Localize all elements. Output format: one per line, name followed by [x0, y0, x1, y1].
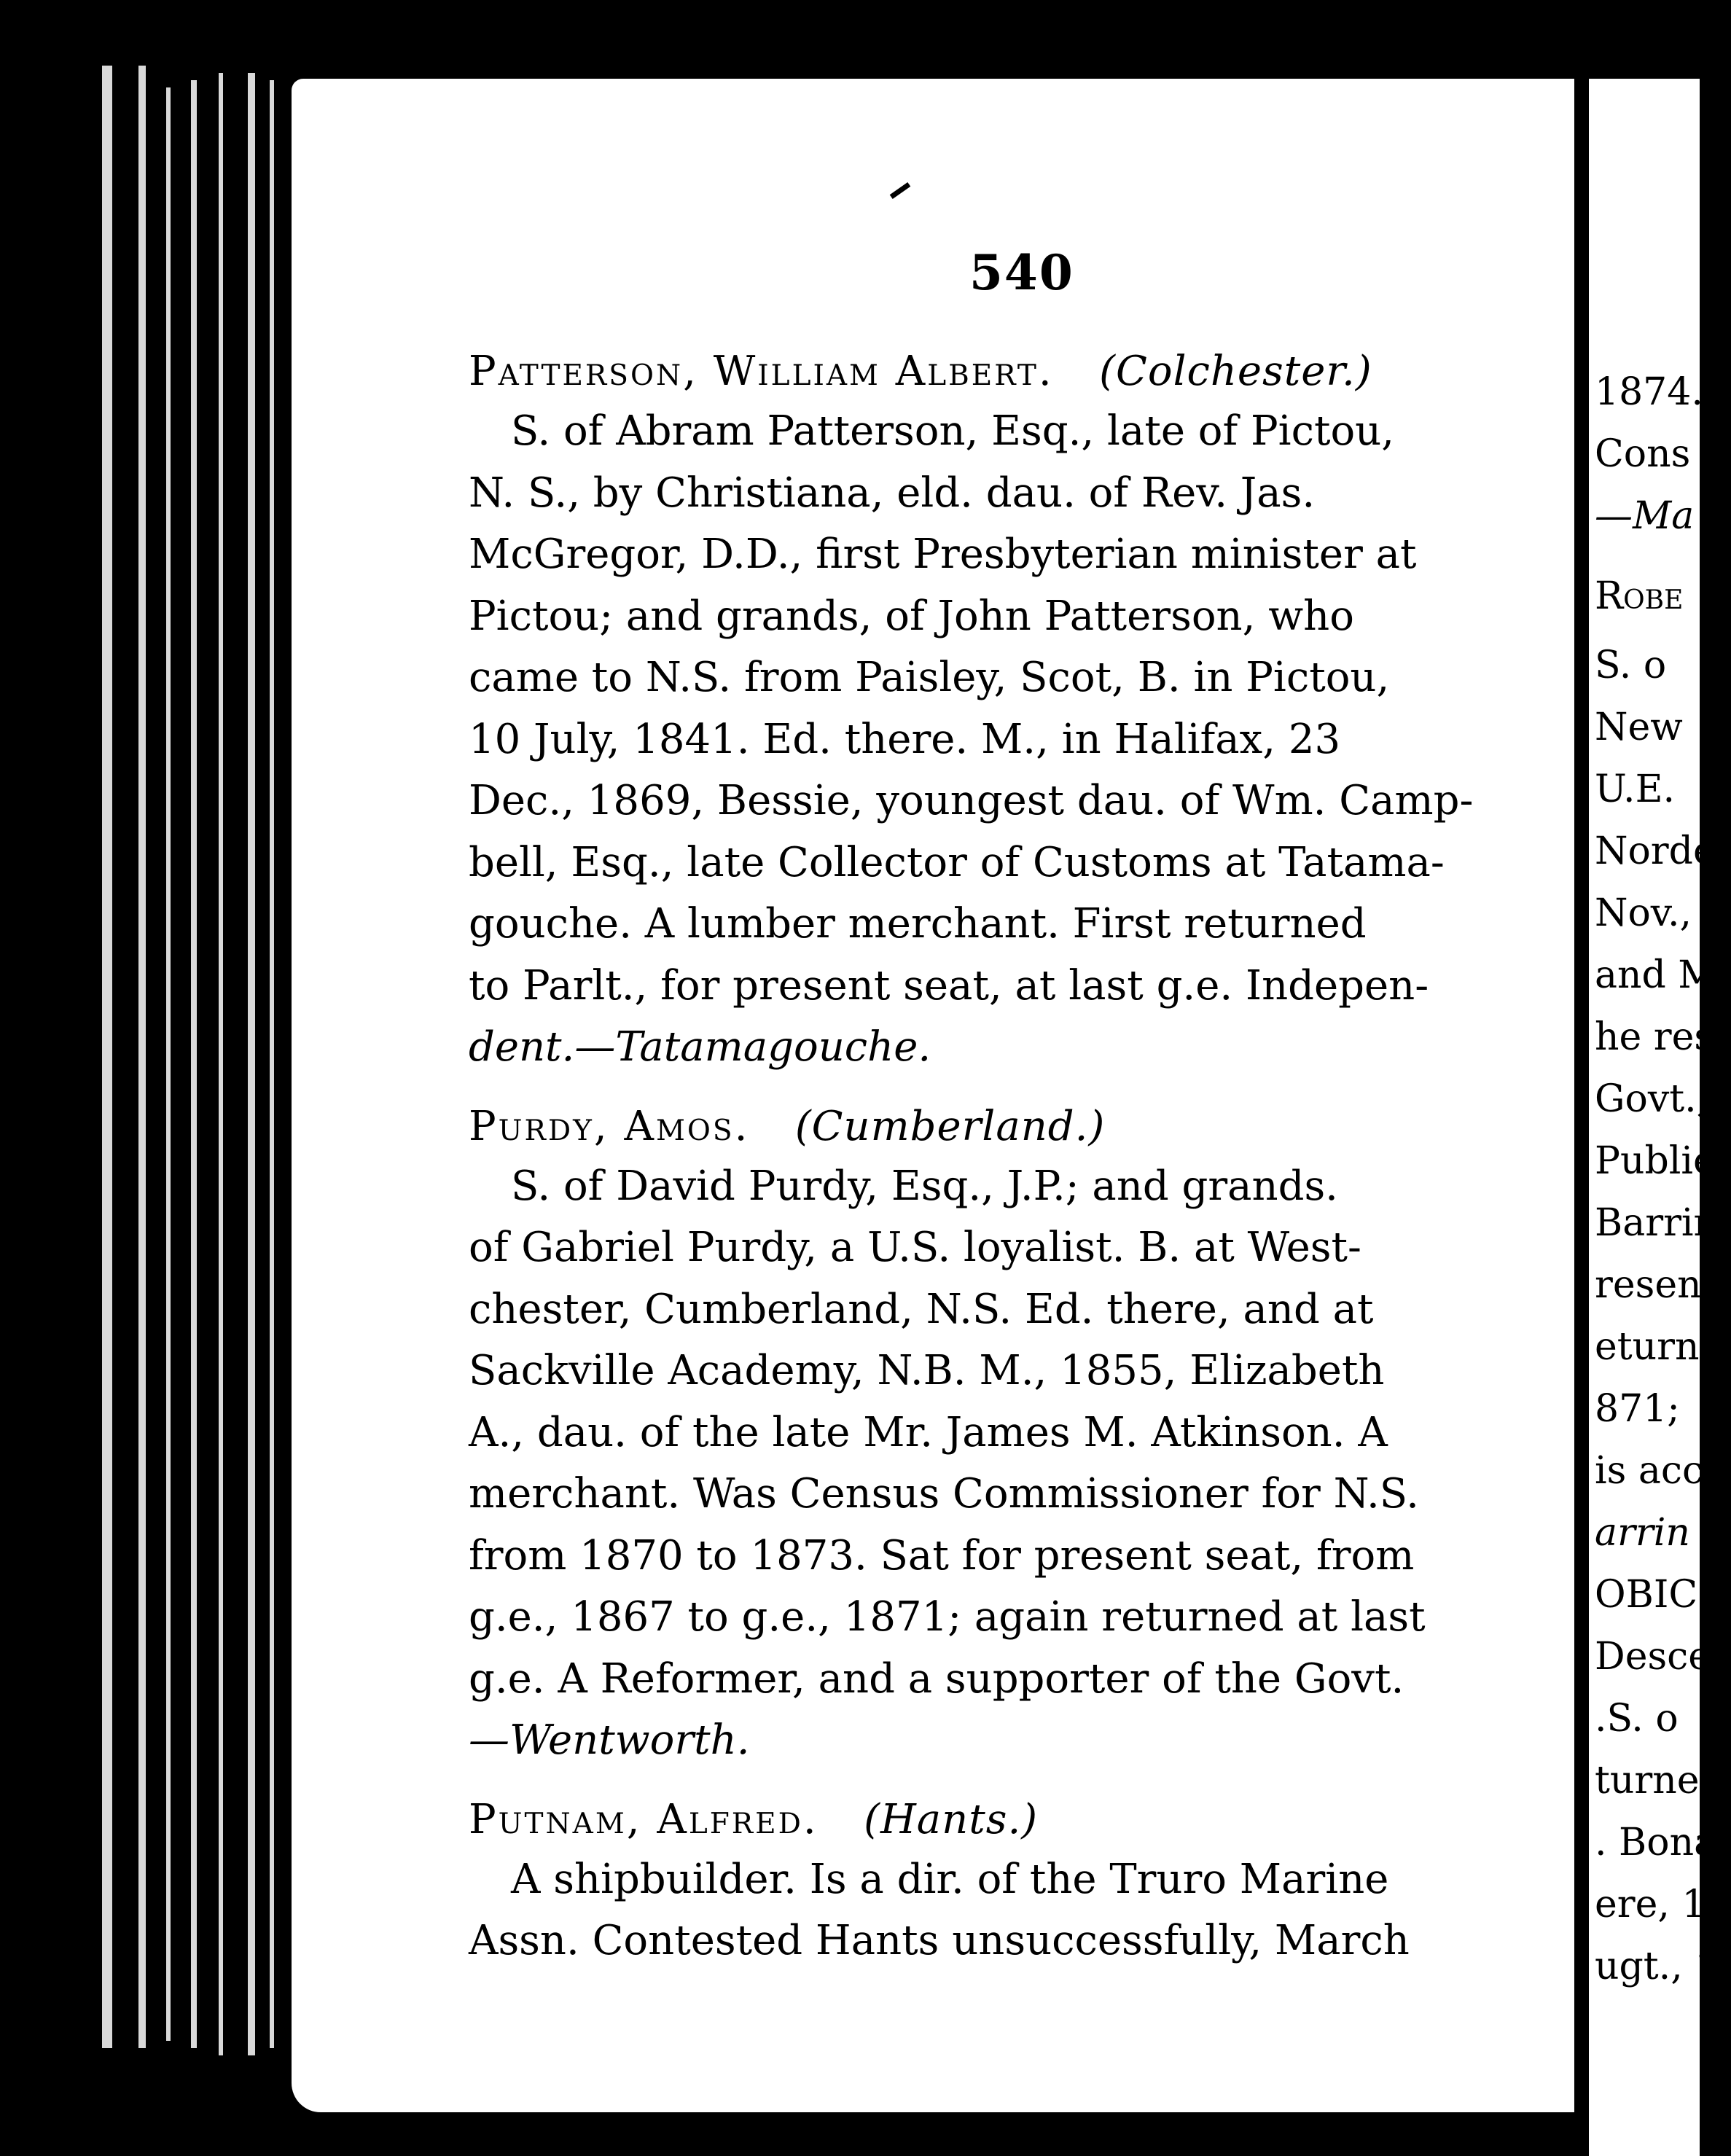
adjacent-text-fragment: eturne — [1595, 1325, 1722, 1369]
page-edge-streak — [166, 87, 171, 2041]
adjacent-text-fragment: is acc — [1595, 1449, 1704, 1493]
entry-text-line: g.e., 1867 to g.e., 1871; again returned at last — [469, 1593, 1426, 1641]
entry-text-line: from 1870 to 1873. Sat for present seat, from — [469, 1531, 1415, 1579]
adjacent-text-fragment: S. o — [1595, 644, 1667, 687]
entry-text-line: g.e. A Reformer, and a supporter of the Govt. — [469, 1655, 1404, 1703]
adjacent-text-fragment: turned — [1595, 1759, 1724, 1802]
book-binding-edge — [0, 0, 292, 2156]
entry-putnam — [469, 1791, 1547, 1972]
adjacent-page-fragment — [1589, 79, 1731, 2156]
entry-text-line: Pictou; and grands, of John Patterson, who — [469, 592, 1354, 640]
page-edge-streak — [102, 66, 112, 2048]
adjacent-text-fragment: —Ma — [1595, 494, 1695, 538]
entry-text-line: —Wentworth. — [469, 1716, 750, 1764]
entry-constituency: (Cumberland.) — [794, 1102, 1106, 1150]
entry-text-line: A., dau. of the late Mr. James M. Atkinson. A — [469, 1408, 1388, 1456]
adjacent-text-fragment: resent — [1595, 1263, 1717, 1307]
adjacent-text-fragment: Nov., — [1595, 891, 1692, 935]
entry-text-line: 10 July, 1841. Ed. there. M., in Halifax, 23 — [469, 715, 1341, 763]
entry-text-line: came to N.S. from Paisley, Scot, B. in Pictou, — [469, 654, 1390, 701]
page-edge-streak — [270, 80, 274, 2048]
entry-name: Putnam, Alfred. — [469, 1795, 818, 1843]
entry-name: Patterson, William Albert. — [469, 348, 1054, 395]
adjacent-text-fragment: 871; — [1595, 1387, 1680, 1431]
entry-text-line: N. S., by Christiana, eld. dau. of Rev. Jas. — [469, 469, 1316, 517]
entry-heading — [469, 1098, 1547, 1156]
entry-text-line: chester, Cumberland, N.S. Ed. there, and at — [469, 1285, 1374, 1333]
adjacent-text-fragment: 1874. — [1595, 370, 1703, 414]
entry-text-line: merchant. Was Census Commissioner for N.S. — [469, 1470, 1419, 1518]
adjacent-text-fragment: . Bona — [1595, 1821, 1717, 1864]
entry-purdy — [469, 1098, 1547, 1772]
adjacent-text-fragment: Robe — [1595, 574, 1684, 618]
page-edge-streak — [219, 73, 223, 2055]
entry-text-line: gouche. A lumber merchant. First returned — [469, 900, 1367, 948]
page-edge-streak — [248, 73, 255, 2055]
entry-text-line: bell, Esq., late Collector of Customs at Tatama- — [469, 838, 1445, 886]
entry-text-line: McGregor, D.D., first Presbyterian minister at — [469, 531, 1417, 578]
entry-text-line: Sackville Academy, N.B. M., 1855, Elizabeth — [469, 1347, 1385, 1394]
page-edge-streak — [191, 80, 197, 2048]
adjacent-text-fragment: .S. o — [1595, 1697, 1679, 1741]
entry-text-line: Dec., 1869, Bessie, youngest dau. of Wm. Camp- — [469, 777, 1474, 824]
adjacent-text-fragment: New — [1595, 706, 1683, 749]
page-number: 540 — [969, 244, 1074, 301]
adjacent-text-fragment: Desce — [1595, 1635, 1711, 1679]
entry-text-line: to Parlt., for present seat, at last g.e. Indepen- — [469, 961, 1429, 1009]
entry-heading — [469, 343, 1547, 401]
adjacent-text-fragment: arrin — [1595, 1511, 1690, 1555]
adjacent-text-fragment: ugt., 1 — [1595, 1945, 1719, 1988]
ink-mark — [890, 182, 911, 199]
adjacent-text-fragment: he resi — [1595, 1015, 1726, 1059]
adjacent-text-fragment: ere, 12 — [1595, 1883, 1730, 1926]
adjacent-text-fragment: Norde — [1595, 829, 1716, 873]
entry-text-line: dent.—Tatamagouche. — [469, 1023, 931, 1071]
adjacent-text-fragment: U.E. — [1595, 768, 1676, 811]
entry-text-line: A shipbuilder. Is a dir. of the Truro Marine — [511, 1855, 1389, 1903]
entry-name: Purdy, Amos. — [469, 1102, 750, 1150]
entries-list — [469, 343, 1547, 1991]
adjacent-text-fragment: Govt., — [1595, 1077, 1709, 1121]
adjacent-text-fragment: Barrin — [1595, 1201, 1719, 1245]
entry-constituency: (Hants.) — [864, 1795, 1039, 1843]
adjacent-text-fragment: Cons — [1595, 432, 1691, 476]
entry-heading — [469, 1791, 1547, 1849]
entry-text-line: S. of Abram Patterson, Esq., late of Pictou, — [511, 407, 1395, 455]
entry-text-line: Assn. Contested Hants unsuccessfully, March — [469, 1917, 1410, 1964]
adjacent-text-fragment: OBICH — [1595, 1573, 1731, 1617]
entry-constituency: (Colchester.) — [1099, 348, 1372, 395]
entry-text-line: S. of David Purdy, Esq., J.P.; and grands. — [511, 1162, 1338, 1210]
entry-patterson — [469, 343, 1547, 1079]
adjacent-text-fragment: and M — [1595, 953, 1717, 997]
adjacent-text-fragment: Publie — [1595, 1139, 1716, 1183]
page-edge-streak — [138, 66, 146, 2048]
entry-text-line: of Gabriel Purdy, a U.S. loyalist. B. at West- — [469, 1224, 1361, 1271]
